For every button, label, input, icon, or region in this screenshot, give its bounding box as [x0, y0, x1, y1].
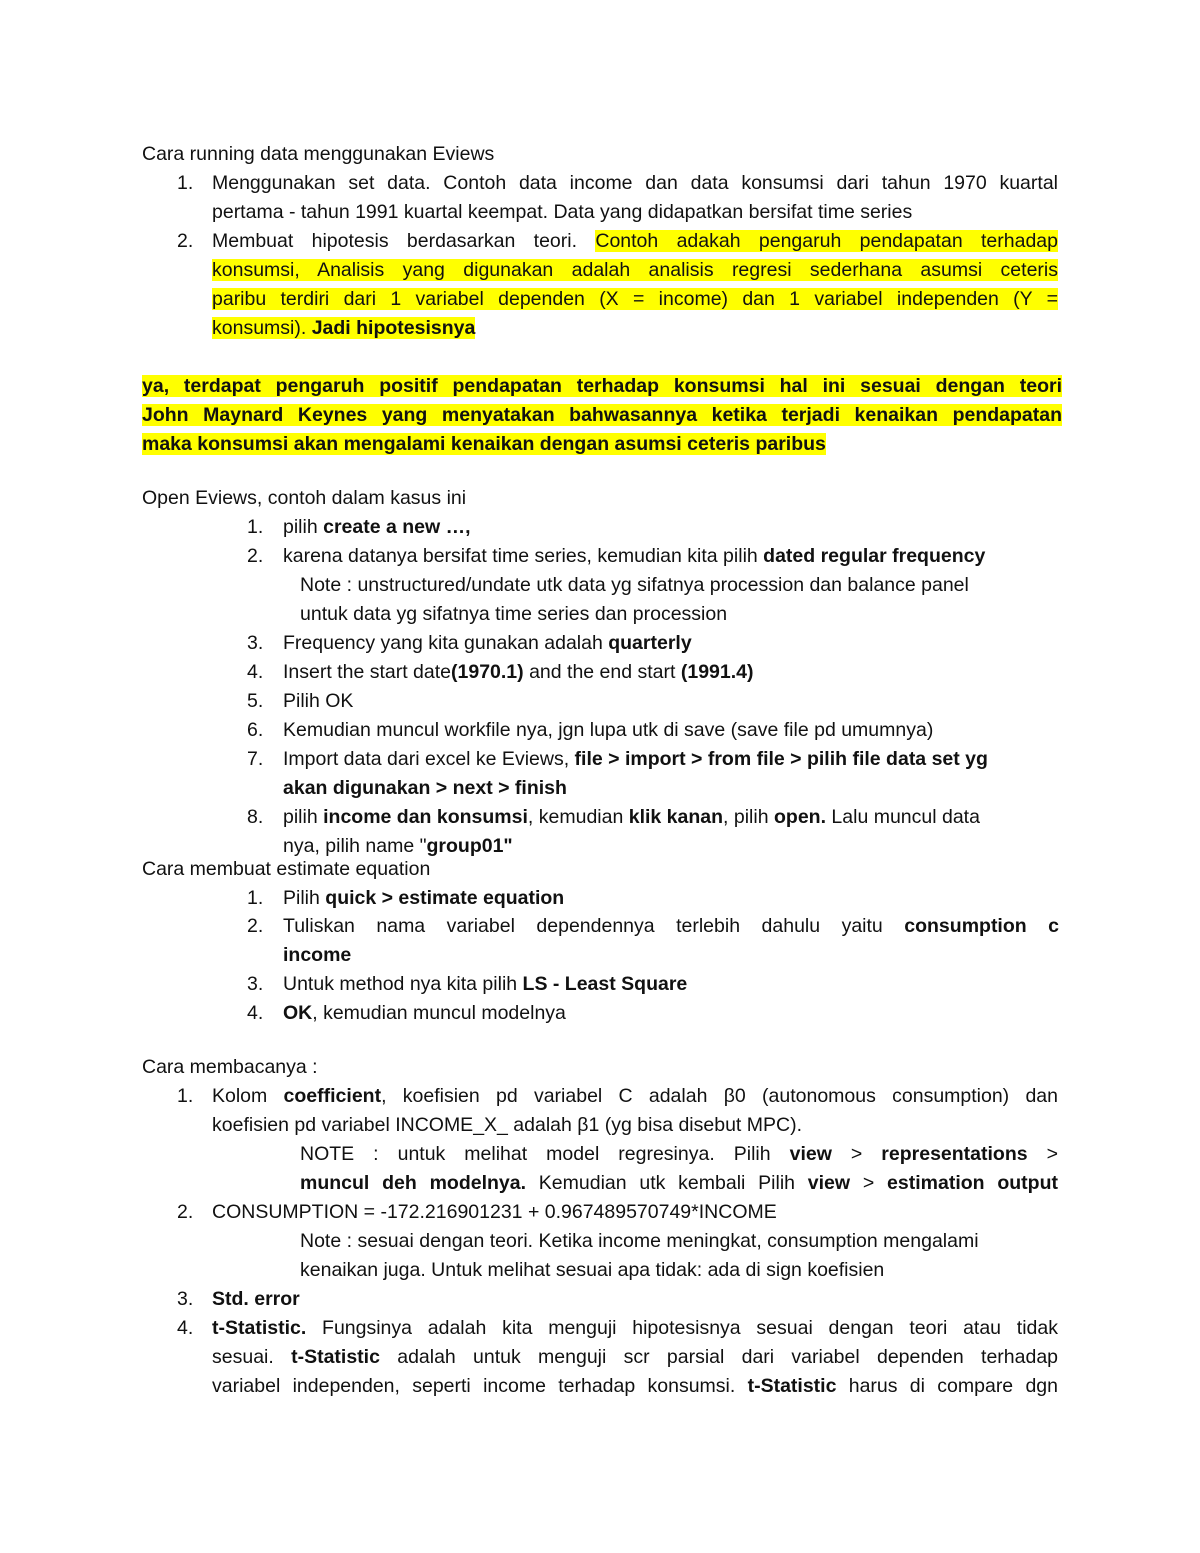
- bold-text: create a new …,: [323, 516, 471, 538]
- text-run: , koefisien pd variabel C adalah β0 (autonomous consumption) dan: [381, 1085, 1058, 1107]
- section-heading: Cara membacanya :: [142, 1056, 318, 1078]
- list-number: 4.: [177, 1317, 194, 1339]
- list-item-text: pertama - tahun 1991 kuartal keempat. Data yang didapatkan bersifat time series: [212, 201, 913, 223]
- highlighted-text: konsumsi, Analisis yang digunakan adalah analisis regresi sederhana asumsi ceteris: [212, 259, 1058, 281]
- highlighted-text: Contoh adakah pengaruh pendapatan terhadap: [595, 230, 1058, 252]
- bold-text: klik kanan: [628, 806, 724, 828]
- list-item-text: [212, 1345, 1058, 1369]
- list-number: 2.: [177, 1201, 194, 1223]
- bold-text: consumption c: [904, 915, 1060, 937]
- text-run: sesuai.: [212, 1346, 292, 1368]
- highlighted-bold-text: ya, terdapat pengaruh positif pendapatan terhadap konsumsi hal ini sesuai dengan teori: [142, 375, 1062, 397]
- list-number: 3.: [247, 632, 264, 654]
- text-run: NOTE : untuk melihat model regresinya. Pilih: [300, 1143, 790, 1165]
- bold-text: representations: [881, 1143, 1028, 1165]
- bold-text: quarterly: [608, 632, 692, 654]
- note-text: Note : sesuai dengan teori. Ketika income meningkat, consumption mengalami: [300, 1230, 979, 1252]
- text-run: Fungsinya adalah kita menguji hipotesisnya sesuai dengan teori atau tidak: [306, 1317, 1058, 1339]
- bold-text: (1991.4): [680, 661, 754, 683]
- text-run: Insert the start date: [283, 661, 452, 683]
- bold-text: Std. error: [212, 1288, 300, 1310]
- step-text: [283, 914, 1059, 938]
- list-item-text: koefisien pd variabel INCOME_X_ adalah β1 (yg bisa disebut MPC).: [212, 1114, 802, 1136]
- step-text: Kemudian muncul workfile nya, jgn lupa utk di save (save file pd umumnya): [283, 719, 934, 741]
- text-run: , pilih: [723, 806, 774, 828]
- list-item-text: [212, 287, 1058, 311]
- bold-text: t-Statistic: [747, 1375, 837, 1397]
- step-text: [283, 972, 1200, 996]
- step-text: [283, 776, 1200, 800]
- text-run: Membuat hipotesis berdasarkan teori.: [212, 230, 596, 252]
- bold-text: view: [789, 1143, 832, 1165]
- list-number: 2.: [177, 230, 194, 252]
- bold-text: muncul deh modelnya.: [300, 1172, 527, 1194]
- list-number: 4.: [247, 661, 264, 683]
- text-run: Kolom: [212, 1085, 284, 1107]
- list-number: 8.: [247, 806, 264, 828]
- text-run: , kemudian: [527, 806, 629, 828]
- step-text: [283, 631, 1200, 655]
- bold-text: view: [807, 1172, 851, 1194]
- step-text: [283, 660, 1200, 684]
- step-text: [283, 515, 1200, 539]
- text-run: Frequency yang kita gunakan adalah: [283, 632, 609, 654]
- list-number: 1.: [177, 1085, 194, 1107]
- note-text: untuk data yg sifatnya time series dan procession: [300, 603, 728, 625]
- text-run: adalah untuk menguji scr parsial dari variabel dependen terhadap: [379, 1346, 1059, 1368]
- list-number: 4.: [247, 1002, 264, 1024]
- list-item-text: Menggunakan set data. Contoh data income dan data konsumsi dari tahun 1970 kuartal: [212, 172, 1058, 194]
- step-text: [283, 747, 1200, 771]
- bold-text: file > import > from file > pilih file data set yg: [574, 748, 988, 770]
- list-number: 1.: [247, 516, 264, 538]
- text-run: karena datanya bersifat time series, kemudian kita pilih: [283, 545, 764, 567]
- text-run: Lalu muncul data: [826, 806, 980, 828]
- step-text: [283, 943, 1200, 967]
- text-run: >: [831, 1143, 882, 1165]
- text-run: , kemudian muncul modelnya: [312, 1002, 566, 1024]
- step-text: [283, 886, 1200, 910]
- doc-title: Cara running data menggunakan Eviews: [142, 143, 495, 165]
- bold-text: coefficient: [283, 1085, 382, 1107]
- highlighted-bold-text: Jadi hipotesisnya: [311, 317, 476, 339]
- list-item-text: [212, 316, 1130, 340]
- text-run: Tuliskan nama variabel dependennya terlebih dahulu yaitu: [283, 915, 905, 937]
- hypothesis-line: [142, 403, 1062, 427]
- text-run: Kemudian utk kembali Pilih: [526, 1172, 808, 1194]
- bold-text: akan digunakan > next > finish: [283, 777, 567, 799]
- bold-text: t-Statistic.: [212, 1317, 307, 1339]
- bold-text: estimation output: [887, 1172, 1058, 1194]
- text-run: nya, pilih name ": [283, 835, 427, 857]
- section-heading: Open Eviews, contoh dalam kasus ini: [142, 487, 467, 509]
- text-run: pilih: [283, 806, 324, 828]
- bold-text: group01": [426, 835, 513, 857]
- step-text: Pilih OK: [283, 690, 354, 712]
- list-item-text: [212, 1316, 1058, 1340]
- bold-text: quick > estimate equation: [325, 887, 565, 909]
- bold-text: LS - Least Square: [522, 973, 688, 995]
- list-number: 1.: [247, 887, 264, 909]
- note-text: [300, 1171, 1058, 1195]
- text-run: harus di compare dgn: [836, 1375, 1058, 1397]
- step-text: [283, 1001, 1200, 1025]
- note-text: Note : unstructured/undate utk data yg sifatnya procession dan balance panel: [300, 574, 969, 596]
- bold-text: t-Statistic: [291, 1346, 380, 1368]
- list-number: 3.: [247, 973, 264, 995]
- list-number: 3.: [177, 1288, 194, 1310]
- list-number: 1.: [177, 172, 194, 194]
- text-run: Untuk method nya kita pilih: [283, 973, 523, 995]
- list-item-text: [212, 1084, 1058, 1108]
- note-text: kenaikan juga. Untuk melihat sesuai apa tidak: ada di sign koefisien: [300, 1259, 885, 1281]
- list-item-text: [212, 229, 1058, 253]
- list-number: 6.: [247, 719, 264, 741]
- text-run: variabel independen, seperti income terhadap konsumsi.: [212, 1375, 748, 1397]
- highlighted-text: paribu terdiri dari 1 variabel dependen (X = income) dan 1 variabel independen (Y =: [212, 288, 1058, 310]
- bold-text: open.: [774, 806, 826, 828]
- list-number: 7.: [247, 748, 264, 770]
- hypothesis-line: [142, 374, 1062, 398]
- bold-text: income dan konsumsi: [323, 806, 528, 828]
- bold-text: OK: [283, 1002, 313, 1024]
- step-text: [283, 834, 1200, 858]
- bold-text: (1970.1): [451, 661, 524, 683]
- note-text: [300, 1142, 1058, 1166]
- section-heading: Cara membuat estimate equation: [142, 858, 431, 880]
- list-number: 5.: [247, 690, 264, 712]
- list-number: 2.: [247, 545, 264, 567]
- text-run: Pilih: [283, 887, 326, 909]
- equation-text: CONSUMPTION = -172.216901231 + 0.967489570749*INCOME: [212, 1201, 777, 1223]
- list-item-text: [212, 1287, 1130, 1311]
- list-number: 2.: [247, 915, 264, 937]
- list-item-text: [212, 258, 1058, 282]
- text-run: and the end start: [523, 661, 681, 683]
- step-text: [283, 805, 1200, 829]
- list-item-text: [212, 1374, 1058, 1398]
- highlighted-text: konsumsi).: [212, 317, 312, 339]
- text-run: pilih: [283, 516, 324, 538]
- text-run: Import data dari excel ke Eviews,: [283, 748, 575, 770]
- bold-text: dated regular frequency: [763, 545, 986, 567]
- text-run: >: [1027, 1143, 1059, 1165]
- bold-text: income: [283, 944, 352, 966]
- highlighted-bold-text: John Maynard Keynes yang menyatakan bahwasannya ketika terjadi kenaikan pendapatan: [142, 404, 1062, 426]
- highlighted-bold-text: maka konsumsi akan mengalami kenaikan dengan asumsi ceteris paribus: [142, 433, 826, 455]
- hypothesis-line: [142, 432, 1060, 456]
- step-text: [283, 544, 1200, 568]
- text-run: >: [850, 1172, 888, 1194]
